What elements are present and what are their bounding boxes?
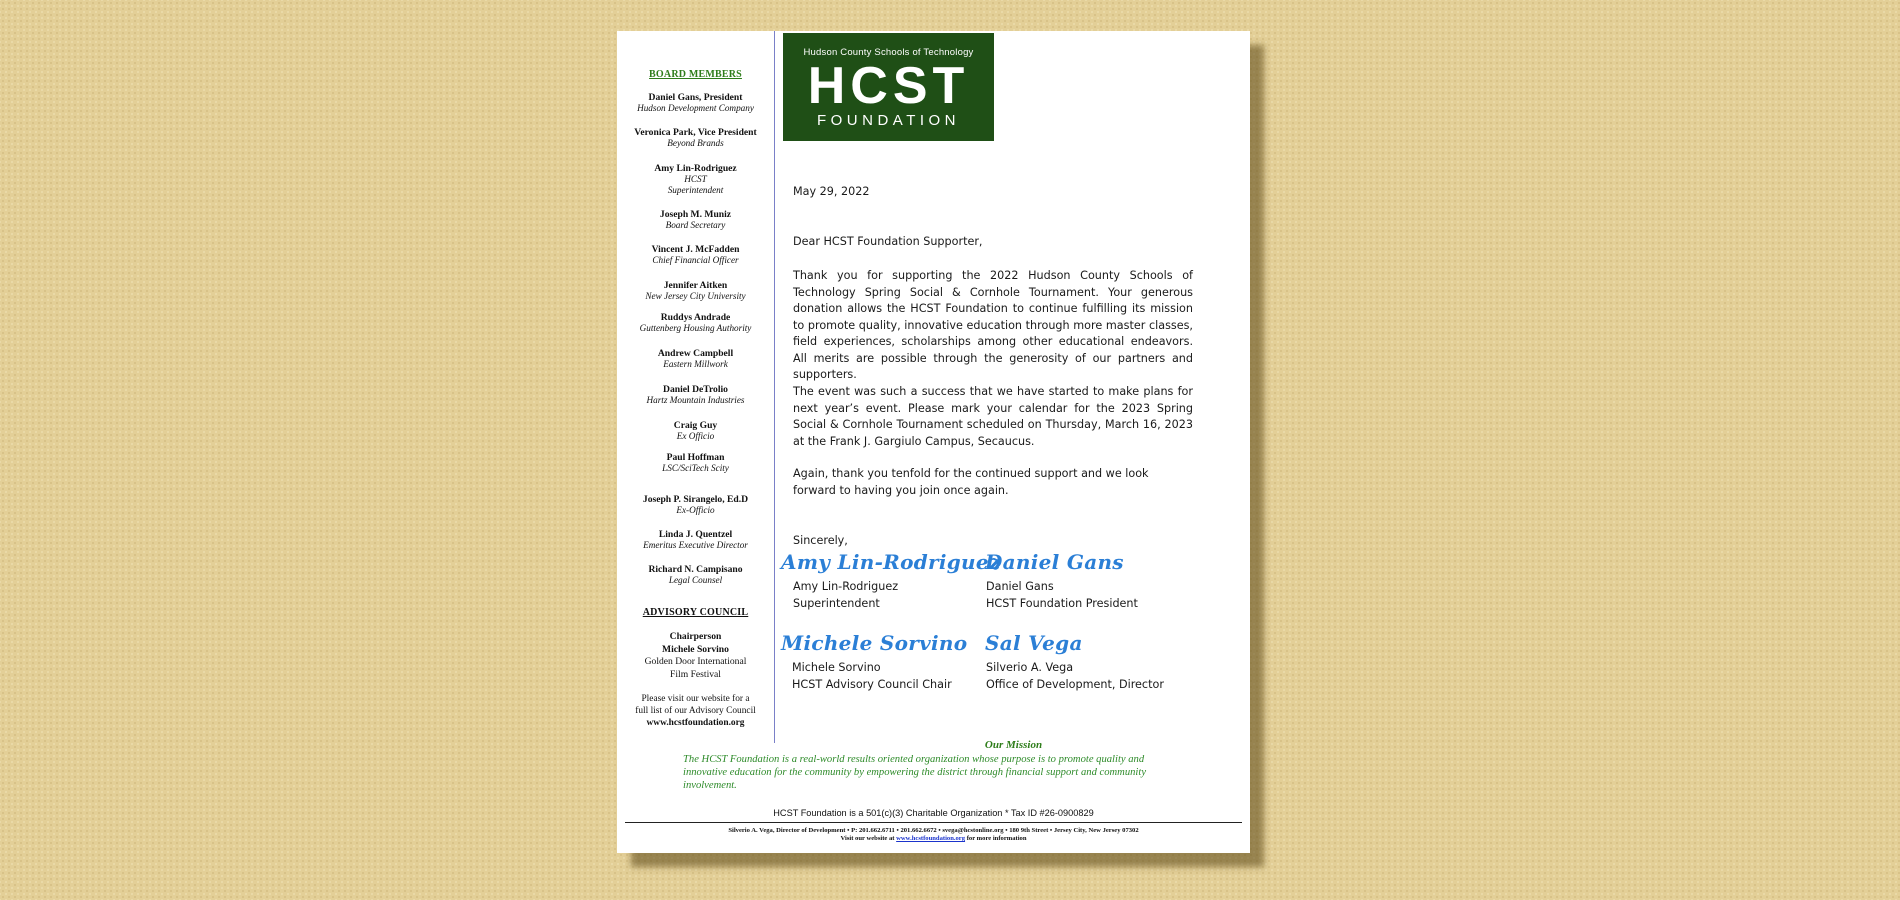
board-member <box>617 163 774 196</box>
letter-date: May 29, 2022 <box>793 185 870 198</box>
member-name: Jennifer Aitken <box>663 280 728 291</box>
visit-line1: Please visit our website for a <box>641 694 750 704</box>
signer-name: Silverio A. Vega <box>986 661 1074 674</box>
signer-block <box>792 660 952 693</box>
signature-sal: Sal Vega <box>985 631 1083 655</box>
member-name: Joseph P. Sirangelo, Ed.D <box>642 494 749 505</box>
board-member <box>617 529 774 551</box>
member-role-2: Superintendent <box>667 185 724 195</box>
member-name: Daniel Gans, President <box>648 92 743 103</box>
member-role: Chief Financial Officer <box>652 255 739 265</box>
member-name: Joseph M. Muniz <box>659 209 732 220</box>
signer-title: HCST Foundation President <box>986 596 1138 610</box>
board-member <box>617 92 774 114</box>
advisory-org-line1: Golden Door International <box>644 656 747 667</box>
board-member <box>617 244 774 266</box>
board-members-heading: BOARD MEMBERS <box>649 69 742 80</box>
signature-amy: Amy Lin-Rodriguez <box>781 550 1001 574</box>
sidebar-divider <box>774 31 775 743</box>
member-name: Linda J. Quentzel <box>658 529 733 540</box>
footer-rule <box>625 822 1242 823</box>
website-text: www.hcstfoundation.org <box>646 718 745 728</box>
footer-visit-prefix: Visit our website at <box>840 835 895 842</box>
signer-title: HCST Advisory Council Chair <box>792 677 952 691</box>
board-member <box>617 209 774 231</box>
signer-title: Office of Development, Director <box>986 677 1164 691</box>
member-role: Ex-Officio <box>676 505 715 515</box>
letter-paragraph-3: Again, thank you tenfold for the continued support and we look forward to having you join once again. <box>793 467 1149 497</box>
visit-line2: full list of our Advisory Council <box>635 706 756 716</box>
member-name: Paul Hoffman <box>666 452 725 463</box>
mission-title: Our Mission <box>984 739 1043 751</box>
mission-text: The HCST Foundation is a real-world results oriented organization whose purpose is to promote quality and innovative education for the community by empowering the district through financial support and community involvement. <box>683 754 1147 791</box>
board-member <box>617 384 774 406</box>
letter-paragraph-2: The event was such a success that we have started to make plans for next year’s event. Please mark your calendar for the 2023 Spring Social & Cornhole Tournament scheduled on Thursday, March 16, 2023 at the Frank J. Gargiulo Campus, Secaucus. <box>793 385 1193 448</box>
advisory-chair <box>617 631 774 681</box>
member-name: Amy Lin-Rodriguez <box>654 163 737 174</box>
member-name: Richard N. Campisano <box>648 564 743 575</box>
signature-michele: Michele Sorvino <box>781 631 968 655</box>
member-name: Ruddys Andrade <box>660 312 731 323</box>
letter-salutation: Dear HCST Foundation Supporter, <box>793 235 983 248</box>
member-role: Hartz Mountain Industries <box>646 395 745 405</box>
member-role: Board Secretary <box>665 220 726 230</box>
tax-line: HCST Foundation is a 501(c)(3) Charitable Organization * Tax ID #26-0900829 <box>773 808 1094 818</box>
member-name: Andrew Campbell <box>657 348 734 359</box>
signer-name: Daniel Gans <box>986 580 1054 593</box>
letter-paragraph-1: Thank you for supporting the 2022 Hudson County Schools of Technology Spring Social & Cornhole Tournament. Your generous donation allows the HCST Foundation to continue fulfilling its mission to promote quality, innovative education through more master classes, field experiences, scholarships among other educational endeavors. All merits are possible through the generosity of our partners and supporters. <box>793 269 1193 381</box>
footer <box>617 827 1250 843</box>
logo-foundation: FOUNDATION <box>816 112 961 129</box>
member-role: Beyond Brands <box>667 138 724 148</box>
member-name: Craig Guy <box>673 420 718 431</box>
member-role: Emeritus Executive Director <box>643 540 748 550</box>
hcst-foundation-logo <box>783 33 994 141</box>
member-role: LSC/SciTech Scity <box>662 463 729 473</box>
footer-visit-suffix: for more information <box>966 835 1027 842</box>
signature-daniel: Daniel Gans <box>985 550 1124 574</box>
member-name: Veronica Park, Vice President <box>634 127 757 138</box>
advisory-org-line2: Film Festival <box>670 668 721 680</box>
signer-name: Amy Lin-Rodriguez <box>793 580 899 593</box>
board-member <box>617 280 774 302</box>
member-role: Eastern Millwork <box>663 359 728 369</box>
member-name: Vincent J. McFadden <box>651 244 740 255</box>
logo-subtitle: Hudson County Schools of Technology <box>803 47 974 58</box>
footer-contact: Silverio A. Vega, Director of Development • P: 201.662.6711 • 201.662.6672 • svega@hcstonline.org • 180 9th Street • Jersey City, New Jersey 07302 <box>728 827 1139 834</box>
board-member <box>617 420 774 442</box>
board-member <box>617 452 774 474</box>
visit-note <box>617 693 774 729</box>
board-member <box>617 127 774 149</box>
board-member <box>617 494 774 516</box>
member-role: Hudson Development Company <box>637 103 754 113</box>
board-sidebar <box>617 31 774 746</box>
advisory-council-heading: ADVISORY COUNCIL <box>642 607 749 618</box>
member-role: New Jersey City University <box>645 291 746 301</box>
advisory-name: Michele Sorvino <box>662 643 729 655</box>
signer-block <box>986 579 1138 612</box>
member-role: HCST <box>684 174 707 184</box>
member-role: Guttenberg Housing Authority <box>639 323 752 333</box>
advisory-title: Chairperson <box>669 631 722 642</box>
signer-block <box>793 579 898 612</box>
board-member <box>617 564 774 586</box>
letter-closing: Sincerely, <box>793 534 848 547</box>
board-member <box>617 348 774 370</box>
board-member <box>617 312 774 334</box>
footer-visit-line <box>617 835 1250 843</box>
signer-name: Michele Sorvino <box>792 661 881 674</box>
letter-page <box>617 31 1250 853</box>
member-role: Legal Counsel <box>668 575 723 585</box>
footer-website-link[interactable]: www.hcstfoundation.org <box>896 835 966 842</box>
signer-title: Superintendent <box>793 596 880 610</box>
signer-block <box>986 660 1164 693</box>
member-role: Ex Officio <box>676 431 715 441</box>
member-name: Daniel DeTrolio <box>663 384 728 395</box>
logo-wordmark: HCST <box>807 57 970 115</box>
